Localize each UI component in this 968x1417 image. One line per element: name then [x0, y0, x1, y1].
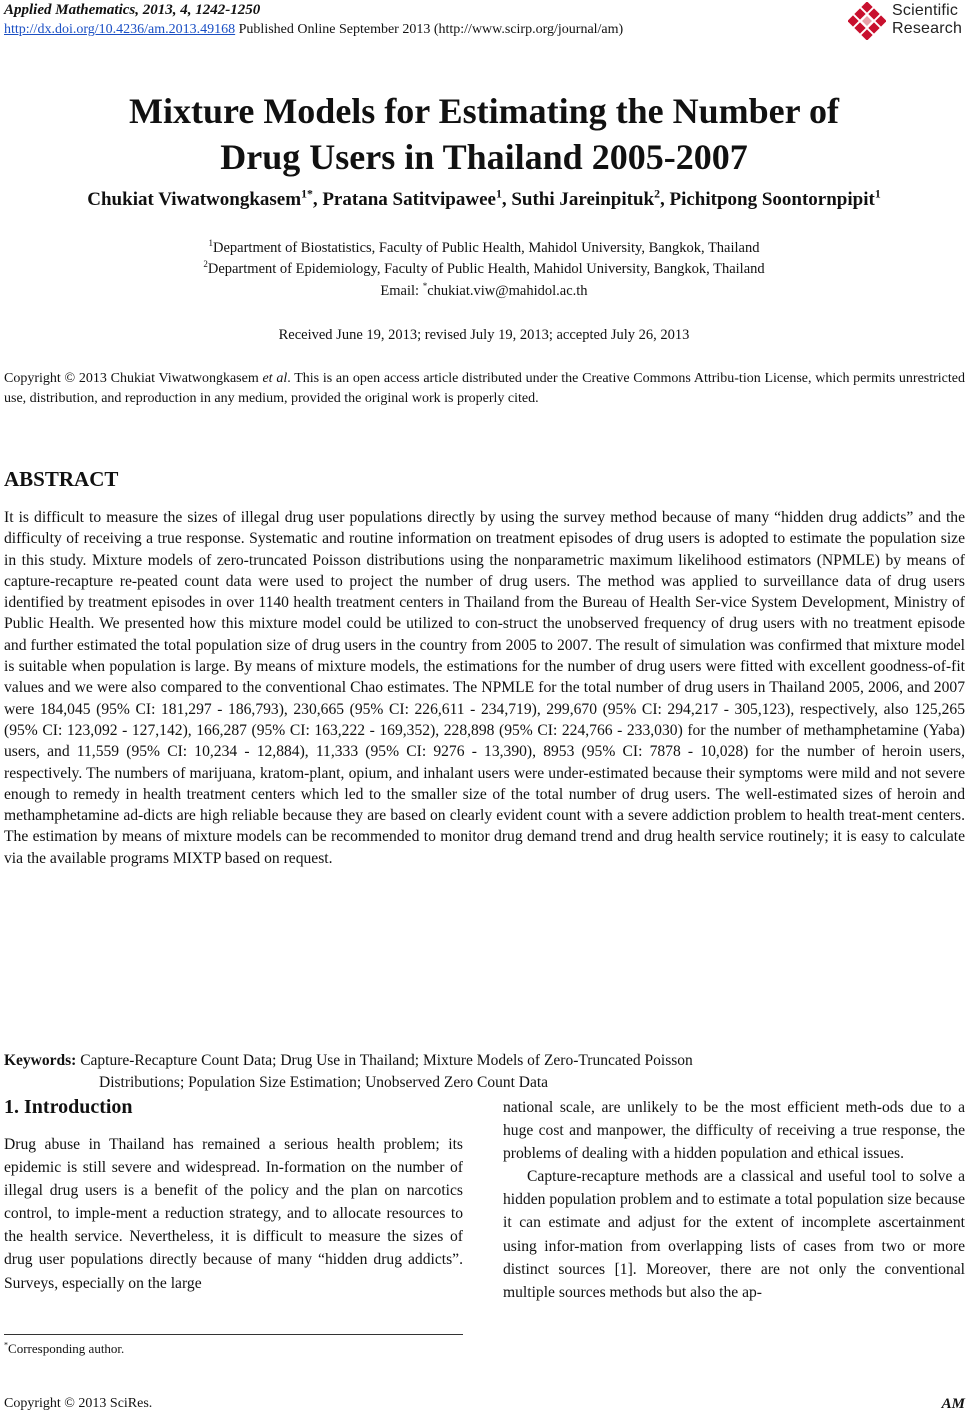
footer-copyright: Copyright © 2013 SciRes. — [4, 1396, 153, 1411]
footer-journal-abbrev: AM — [941, 1396, 965, 1412]
footnote: *Corresponding author. — [4, 1340, 125, 1356]
published-online: Published Online September 2013 (http://www.scirp.org/journal/am) — [235, 22, 624, 37]
doi-line — [4, 20, 623, 40]
affiliation-2: $^2$Department of Epidemiology, Faculty of Public Health, Mahidol University, Bangkok, Thailand — [203, 259, 765, 277]
keywords-line-1: Capture-Recapture Count Data; Drug Use in Thailand; Mixture Models of Zero-Truncated Poisson — [80, 1052, 693, 1069]
author-list: Chukiat Viwatwongkasem$^{1*}$, Pratana Satitvipawee$^1$, Suthi Jareinpituk$^2$, Pichitpong Soontornpipit$^1$ — [87, 187, 881, 210]
received-dates: Received June 19, 2013; revised July 19, 2013; accepted July 26, 2013 — [278, 327, 690, 343]
logo-wordmark: Scientific Research — [892, 2, 963, 37]
abstract-heading: ABSTRACT — [4, 467, 119, 491]
journal-citation: Applied Mathematics, 2013, 4, 1242-1250 — [4, 2, 261, 18]
paper-title: Mixture Models for Estimating the Number of Drug Users in Thailand 2005-2007 — [129, 91, 839, 177]
affiliation-1: $^1$Department of Biostatistics, Faculty of Public Health, Mahidol University, Bangkok, Thailand — [208, 238, 760, 256]
publisher-logo — [848, 0, 966, 42]
footnote-rule — [4, 1334, 463, 1335]
intro-paragraph-3: Capture-recapture methods are a classical and useful tool to solve a hidden population problem and to estimate a total population size because it can estimate and adjust for the extent of incomplete ascertainment using infor-mation from overlapping lists of cases from two or more distinct sources [1]. Moreover, there are not only the conventional multiple sources methods but also the ap- — [503, 1168, 965, 1301]
scirp-logo-icon — [848, 2, 886, 40]
keywords-line-2: Distributions; Population Size Estimation; Unobserved Zero Count Data — [99, 1074, 549, 1091]
intro-right-column — [503, 1096, 965, 1304]
section-heading-introduction: 1. Introduction — [4, 1096, 133, 1118]
intro-left-column — [4, 1133, 463, 1295]
email-line: Email: *chukiat.viw@mahidol.ac.th — [380, 281, 588, 299]
doi-link[interactable]: http://dx.doi.org/10.4236/am.2013.49168 — [4, 22, 236, 37]
abstract-text: It is difficult to measure the sizes of illegal drug user populations directly by using the survey method because of many “hidden drug addicts” and the difficulty of receiving a true response. Systematic and routine information on treatment episodes of drug users is adopted to estimate the population size in this study. Mixture models of zero-truncated Poisson distributions using the nonparametric maximum likelihood estimators (NPMLE) by means of capture-recapture re-peated count data were used to project the number of drug users. The method was applied to surveillance data of drug users identified by treatment episodes in over 1140 health treatment centers in Thailand from the Bureau of Health Ser-vice System Development, Ministry of Public Health. We presented how this mixture model could be utilized to con-struct the unobserved frequency of drug users with no treatment episode and further estimated the total population size of drug users in the country from 2005 to 2007. The result of simulation was confirmed that mixture model is suitable when population is large. By means of mixture models, the estimations for the number of drug users were fitted with excellent goodness-of-fit values and we were also compared to the conventional Chao estimates. The NPMLE for the total number of drug users in Thailand 2005, 2006, and 2007 were 184,045 (95% CI: 181,297 - 186,793), 230,665 (95% CI: 226,611 - 234,719), 299,670 (95% CI: 294,217 - 305,123), respectively, also 125,265 (95% CI: 123,092 - 127,142), 166,287 (95% CI: 163,222 - 169,352), 228,898 (95% CI: 224,766 - 233,030) for the number of methamphetamine (Yaba) users, and 11,559 (95% CI: 10,234 - 12,884), 11,333 (95% CI: 9276 - 13,390), 8953 (95% CI: 7878 - 10,028) for the number of heroin users, respectively. The numbers of marijuana, kratom-plant, opium, and inhalant users were under-estimated because their symptoms were mild and not severe enough to remedy in health treatment centers which led to the smaller size of the total number of drug users. The well-estimated sizes of heroin and methamphetamine ad-dicts are high reliable because they are based on clearly evident count with a severe addiction problem to health treat-ment centers. The estimation by means of mixture models can be recommended to monitor drug demand trend and drug health service routinely; it is easy to calculate via the available programs MIXTP based on request. — [4, 509, 965, 867]
keywords-label: Keywords: — [4, 1052, 77, 1069]
keywords — [4, 1050, 965, 1094]
copyright-notice: Copyright © 2013 Chukiat Viwatwongkasem et al. This is an open access article distributed under the Creative Commons Attribu-tion License, which permits unrestricted use, distribution, and reproduction in any medium, provided the original work is properly cited. — [4, 371, 966, 406]
intro-paragraph-1: Drug abuse in Thailand has remained a serious health problem; its epidemic is still severe and widespread. In-formation on the number of illegal drug users is a benefit of the policy and the plan on narcotics control, to imple-ment a reduction strategy, and to allocate resources to the health service. Nevertheless, it is difficult to measure the sizes of drug user populations directly because of many “hidden drug addicts”. Surveys, especially on the large — [4, 1136, 463, 1292]
intro-paragraph-2: national scale, are unlikely to be the most efficient meth-ods due to a huge cost and manpower, the difficulty of receiving a true response, the problems of dealing with a hidden population and ethical issues. — [503, 1099, 965, 1163]
